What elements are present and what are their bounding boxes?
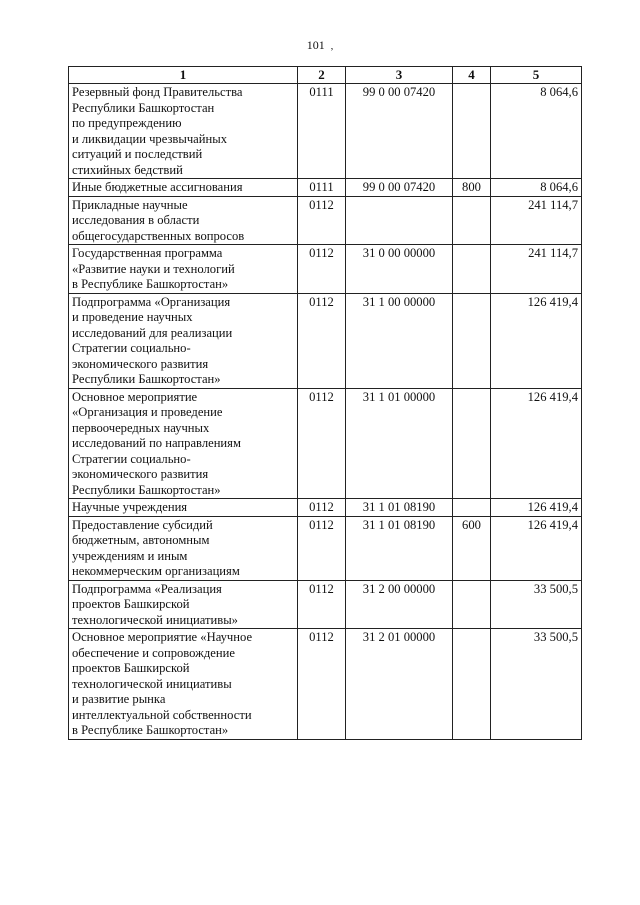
section-code-cell: 0112 — [298, 196, 346, 245]
header-col-1: 1 — [69, 67, 298, 84]
expense-type-cell: 600 — [453, 516, 491, 580]
row-name-cell: Резервный фонд Правительства Республики Башкортостан по предупреждению и ликвидации чрезвычайных ситуаций и последствий стихийных бедствий — [69, 84, 298, 179]
section-code-cell: 0112 — [298, 516, 346, 580]
table-row — [69, 499, 582, 517]
table-row — [69, 179, 582, 197]
row-name-cell: Основное мероприятие «Научное обеспечение и сопровождение проектов Башкирской технологической инициативы и развитие рынка интеллектуальной собственности в Республике Башкортостан» — [69, 629, 298, 740]
target-code-cell: 31 1 01 00000 — [346, 388, 453, 499]
amount-cell: 8 064,6 — [491, 179, 582, 197]
amount-cell: 126 419,4 — [491, 293, 582, 388]
budget-table — [68, 66, 582, 740]
section-code-cell: 0111 — [298, 179, 346, 197]
target-code-cell: 99 0 00 07420 — [346, 179, 453, 197]
section-code-cell: 0112 — [298, 499, 346, 517]
section-code-cell: 0112 — [298, 629, 346, 740]
table-row — [69, 293, 582, 388]
header-col-3: 3 — [346, 67, 453, 84]
expense-type-cell — [453, 196, 491, 245]
expense-type-cell — [453, 84, 491, 179]
amount-cell: 126 419,4 — [491, 499, 582, 517]
table-row — [69, 580, 582, 629]
target-code-cell: 99 0 00 07420 — [346, 84, 453, 179]
row-name-cell: Подпрограмма «Организация и проведение научных исследований для реализации Стратегии социально- экономического развития Республики Башкортостан» — [69, 293, 298, 388]
amount-cell: 126 419,4 — [491, 388, 582, 499]
row-name-cell: Прикладные научные исследования в области общегосударственных вопросов — [69, 196, 298, 245]
header-col-2: 2 — [298, 67, 346, 84]
row-name-cell: Подпрограмма «Реализация проектов Башкирской технологической инициативы» — [69, 580, 298, 629]
section-code-cell: 0112 — [298, 580, 346, 629]
expense-type-cell — [453, 388, 491, 499]
amount-cell: 33 500,5 — [491, 580, 582, 629]
target-code-cell: 31 1 01 08190 — [346, 499, 453, 517]
row-name-cell: Предоставление субсидий бюджетным, автономным учреждениям и иным некоммерческим организациям — [69, 516, 298, 580]
target-code-cell: 31 1 00 00000 — [346, 293, 453, 388]
target-code-cell: 31 2 01 00000 — [346, 629, 453, 740]
table-row — [69, 516, 582, 580]
row-name-cell: Основное мероприятие «Организация и проведение первоочередных научных исследований по направлениям Стратегии социально- экономического развития Республики Башкортостан» — [69, 388, 298, 499]
table-row — [69, 84, 582, 179]
row-name-cell: Государственная программа «Развитие науки и технологий в Республике Башкортостан» — [69, 245, 298, 294]
target-code-cell: 31 0 00 00000 — [346, 245, 453, 294]
header-col-4: 4 — [453, 67, 491, 84]
table-row — [69, 196, 582, 245]
table-row — [69, 629, 582, 740]
row-name-cell: Иные бюджетные ассигнования — [69, 179, 298, 197]
target-code-cell: 31 2 00 00000 — [346, 580, 453, 629]
header-row — [69, 67, 582, 84]
amount-cell: 33 500,5 — [491, 629, 582, 740]
table-row — [69, 388, 582, 499]
target-code-cell: 31 1 01 08190 — [346, 516, 453, 580]
section-code-cell: 0112 — [298, 388, 346, 499]
amount-cell: 8 064,6 — [491, 84, 582, 179]
expense-type-cell — [453, 629, 491, 740]
section-code-cell: 0112 — [298, 293, 346, 388]
expense-type-cell — [453, 245, 491, 294]
header-col-5: 5 — [491, 67, 582, 84]
page-number-value: 101 — [306, 38, 325, 52]
section-code-cell: 0112 — [298, 245, 346, 294]
amount-cell: 241 114,7 — [491, 196, 582, 245]
table-row — [69, 245, 582, 294]
page-number-mark: , — [330, 41, 334, 52]
amount-cell: 241 114,7 — [491, 245, 582, 294]
expense-type-cell — [453, 293, 491, 388]
amount-cell: 126 419,4 — [491, 516, 582, 580]
target-code-cell — [346, 196, 453, 245]
page-number — [0, 38, 640, 53]
expense-type-cell — [453, 499, 491, 517]
row-name-cell: Научные учреждения — [69, 499, 298, 517]
section-code-cell: 0111 — [298, 84, 346, 179]
expense-type-cell — [453, 580, 491, 629]
expense-type-cell: 800 — [453, 179, 491, 197]
